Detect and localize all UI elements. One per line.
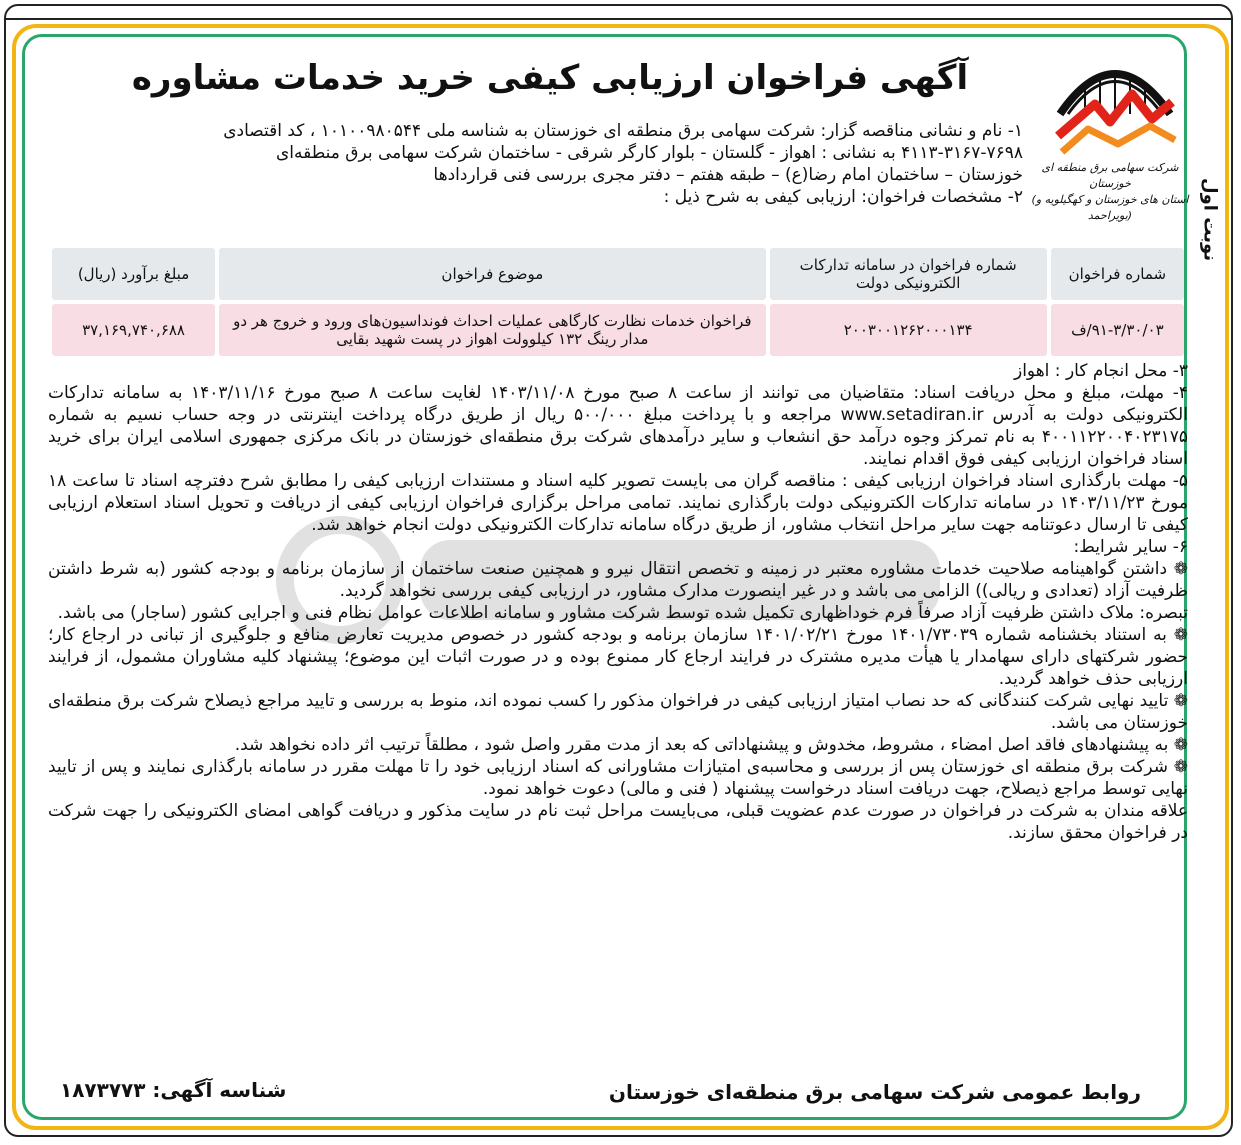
logo-caption-line-1: شرکت سهامی برق منطقه ای خوزستان: [1041, 161, 1179, 190]
side-label: نوبت اول: [1199, 178, 1221, 262]
public-relations: روابط عمومی شرکت سهامی برق منطقه‌ای خوزستان: [608, 1080, 1141, 1104]
body-text: [48, 360, 1188, 844]
td-number: ۹۱-۳/۳۰/۰۳/ف: [1051, 304, 1184, 356]
table-header-row: [52, 248, 1184, 300]
td-estimate: ۳۷,۱۶۹,۷۴۰,۶۸۸: [52, 304, 215, 356]
item-4: ۴- مهلت، مبلغ و محل دریافت اسناد: متقاضیان می توانند از ساعت ۸ صبح مورخ ۱۴۰۳/۱۱/۰۸ لغایت ساعت ۸ صبح مورخ ۱۴۰۳/۱۱/۱۶ به سامانه تدارکات الکترونیکی دولت به آدرس www.setadiran.ir مراجعه و با پرداخت مبلغ ۵۰۰/۰۰۰ ریال از طریق درگاه پرداخت اینترنتی در وجه حساب نسیم به شماره ۴۰۰۱۱۲۲۰۰۴۰۲۳۱۷۵ به نام تمرکز وجوه درآمد حق انشعاب و سایر درآمدهای شرکت برق منطقه‌ای خوزستان در بانک مرکزی جمهوری اسلامی ایران برای خرید اسناد فراخوان ارزیابی کیفی فوق اقدام نمایند.: [48, 383, 1188, 469]
section-1-line-2: ۴۱۱۳-۳۱۶۷-۷۶۹۸ به نشانی : اهواز - گلستان - بلوار کارگر شرقی - ساختمان شرکت سهامی برق منطقه‌ای: [275, 143, 1023, 163]
logo-caption-line-2: (استان های خوزستان و کهگیلویه و بویراحمد): [1031, 193, 1189, 222]
top-bar: [6, 6, 1231, 20]
bullet-3: ❁ تایید نهایی شرکت کنندگانی که حد نصاب امتیاز ارزیابی کیفی در فراخوان مذکور را کسب نموده اند، منوط به بررسی و تایید مراجع ذیصلاح شرکت برق منطقه‌ای خوزستان می باشد.: [48, 691, 1188, 733]
th-estimate: مبلغ برآورد (ریال): [52, 248, 215, 300]
bullet-4: ❁ به پیشنهادهای فاقد اصل امضاء ، مشروط، مخدوش و پیشنهاداتی که بعد از مدت مقرر واصل شود ، مطلقاً ترتیب اثر داده نخواهد شد.: [234, 735, 1188, 755]
item-6: ۶- سایر شرایط:: [1073, 537, 1188, 557]
ad-id: شناسه آگهی: ۱۸۷۳۷۷۳: [60, 1078, 287, 1102]
tender-table: [48, 244, 1188, 360]
td-subject: فراخوان خدمات نظارت کارگاهی عملیات احداث فونداسیون‌های ورود و خروج هر دو مدار رینگ ۱۳۲ کیلوولت اهواز در پست شهید بقایی: [219, 304, 766, 356]
section-1: [48, 120, 1023, 208]
td-setad-number: ۲۰۰۳۰۰۱۲۶۲۰۰۰۱۳۴: [770, 304, 1047, 356]
page-title: آگهی فراخوان ارزیابی کیفی خرید خدمات مشاوره: [131, 58, 969, 98]
bullet-5: ❁ شرکت برق منطقه ای خوزستان پس از بررسی و محاسبه‌ی امتیازات مشاورانی که اسناد ارزیابی خود را تا مهلت مقرر در سامانه بارگذاری نمایند و پس از تایید نهایی توسط مراجع ذیصلاح، جهت دریافت اسناد درخواست پیشنهاد ( فنی و مالی) دعوت خواهد نمود.: [48, 757, 1188, 799]
note: تبصره: ملاک داشتن ظرفیت آزاد صرفاً فرم خوداظهاری تکمیل شده توسط شرکت مشاور و سامانه اطلاعات عوامل نظام فنی و اجرایی کشور (ساجار) می باشد.: [57, 603, 1188, 623]
bullet-2: ❁ به استناد بخشنامه شماره ۱۴۰۱/۷۳۰۳۹ مورخ ۱۴۰۱/۰۲/۲۱ سازمان برنامه و بودجه کشور در خصوص مدیریت تعارض منافع و جلوگیری از تبانی در ارجاع کار؛ حضور شرکتهای دارای سهامدار یا هیأت مدیره مشترک در فرایند ارجاع کار ممنوع بوده و در صورت اثبات این موضوع؛ پیشنهاد کلیه مشاوران مشمول، از فرایند ارزیابی حذف خواهد گردید.: [48, 625, 1188, 689]
closing-paragraph: علاقه مندان به شرکت در فراخوان در صورت عدم عضویت قبلی، می‌بایست مراحل ثبت نام در سایت مذکور و دریافت گواهی امضای الکترونیکی را جهت شرکت در فراخوان محقق سازند.: [48, 801, 1188, 843]
th-setad-number: شماره فراخوان در سامانه تدارکات الکترونیکی دولت: [770, 248, 1047, 300]
th-subject: موضوع فراخوان: [219, 248, 766, 300]
table-row: [52, 304, 1184, 356]
bullet-1: ❁ داشتن گواهینامه صلاحیت خدمات مشاوره معتبر در زمینه و تخصص انتقال نیرو و همچنین صنعت ساختمان از سازمان برنامه و بودجه کشور (به شرط داشتن ظرفیت آزاد (تعدادی و ریالی)) الزامی می باشد و در غیر اینصورت مدارک مشاور، در ارزیابی کیفی بررسی نخواهد گردید.: [48, 559, 1188, 601]
section-2-heading: ۲- مشخصات فراخوان: ارزیابی کیفی به شرح ذیل :: [663, 187, 1023, 207]
logo-icon: [1040, 44, 1190, 164]
section-1-line-1: ۱- نام و نشانی مناقصه گزار: شرکت سهامی برق منطقه ای خوزستان به شناسه ملی ۱۰۱۰۰۹۸۰۵۴۴ ، کد اقتصادی: [223, 121, 1023, 141]
section-1-line-3: خوزستان – ساختمان امام رضا(ع) – طبقه هفتم – دفتر مجری بررسی فنی قراردادها: [433, 165, 1023, 185]
logo-caption: [1030, 160, 1190, 224]
item-3: ۳- محل انجام کار : اهواز: [1014, 361, 1188, 381]
th-number: شماره فراخوان: [1051, 248, 1184, 300]
item-5: ۵- مهلت بارگذاری اسناد فراخوان ارزیابی کیفی : مناقصه گران می بایست تصویر کلیه اسناد و مستندات ارزیابی کیفی را مطابق شرح دفترچه اسناد تا ساعت ۱۸ مورخ ۱۴۰۳/۱۱/۲۳ در سامانه تدارکات الکترونیکی دولت بارگذاری نمایند. تمامی مراحل برگزاری فراخوان ارزیابی کیفی از دریافت و تحویل اسناد استعلام ارزیابی کیفی تا ارسال دعوتنامه جهت سایر مراحل انتخاب مشاور، از طریق درگاه سامانه تدارکات الکترونیکی دولت انجام خواهد شد.: [48, 471, 1188, 535]
